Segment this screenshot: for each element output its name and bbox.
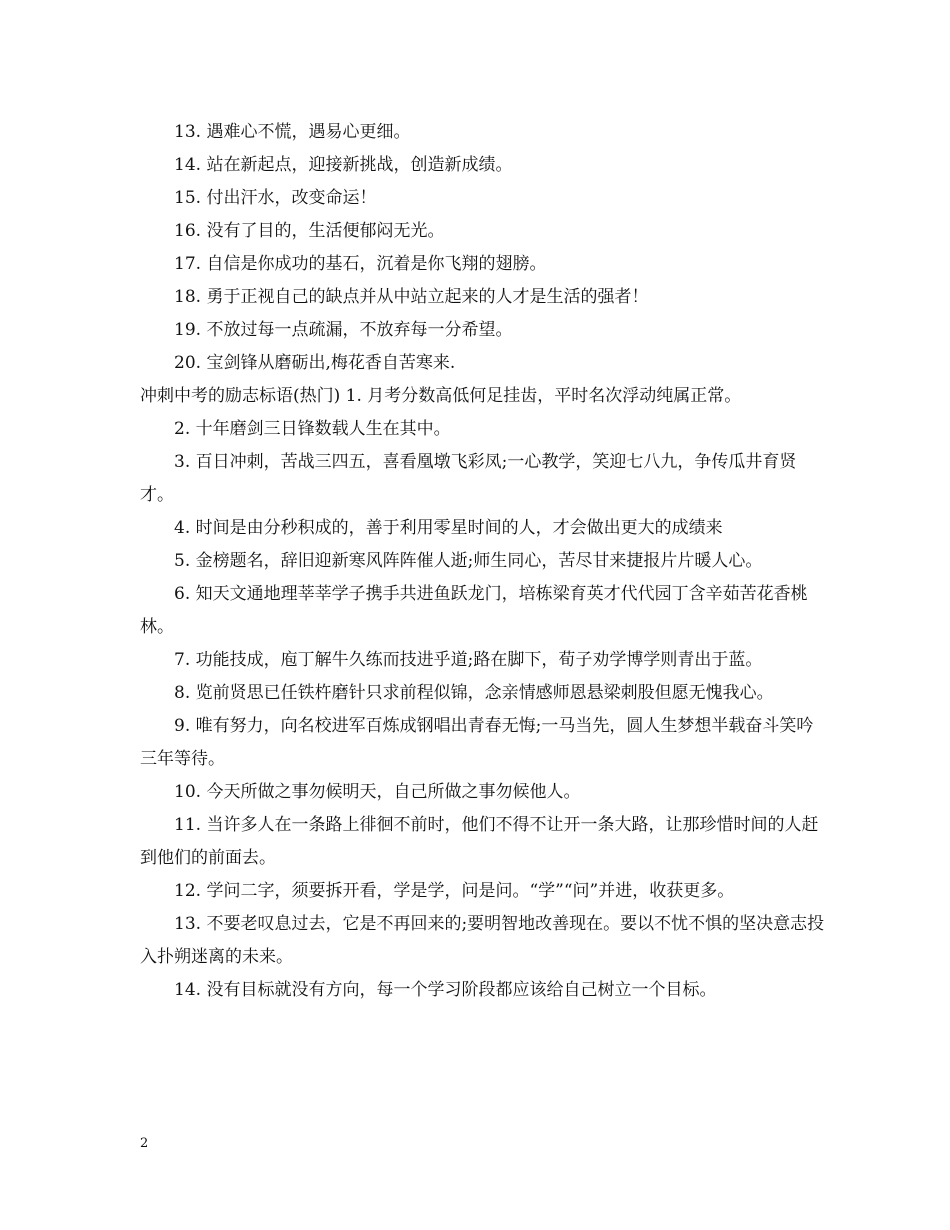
page-number: 2 [140, 1136, 149, 1151]
page-content [140, 116, 830, 1007]
section-heading-paragraph: 冲刺中考的励志标语(热门) 1. 月考分数高低何足挂齿，平时名次浮动纯属正常。 [140, 386, 742, 406]
paragraph: 17. 自信是你成功的基石，沉着是你飞翔的翅膀。 [174, 254, 547, 274]
paragraph: 3. 百日冲刺，苦战三四五，喜看凰墩飞彩凤;一心教学，笑迎七八九，争传瓜井育贤才。 [140, 452, 797, 505]
paragraph: 4. 时间是由分秒积成的，善于利用零星时间的人，才会做出更大的成绩来 [174, 518, 723, 538]
paragraph: 19. 不放过每一点疏漏，不放弃每一分希望。 [174, 320, 513, 340]
paragraph: 7. 功能技成，庖丁解牛久练而技进乎道;路在脚下，荀子劝学博学则青出于蓝。 [174, 650, 763, 670]
paragraph: 12. 学问二字，须要拆开看，学是学，问是问。“学”“问”并进，收获更多。 [174, 881, 735, 901]
paragraph: 11. 当许多人在一条路上徘徊不前时，他们不得不让开一条大路，让那珍惜时间的人赶到他们的前面去。 [140, 815, 819, 868]
paragraph: 14. 站在新起点，迎接新挑战，创造新成绩。 [174, 155, 513, 175]
paragraph: 8. 览前贤思已任铁杵磨针只求前程似锦，念亲情感师恩悬梁刺股但愿无愧我心。 [174, 683, 774, 703]
paragraph: 20. 宝剑锋从磨砺出,梅花香自苦寒来. [174, 353, 456, 373]
paragraph: 16. 没有了目的，生活便郁闷无光。 [174, 221, 445, 241]
paragraph: 10. 今天所做之事勿候明天，自己所做之事勿候他人。 [174, 782, 581, 802]
paragraph: 2. 十年磨剑三日锋数载人生在其中。 [174, 419, 451, 439]
paragraph: 15. 付出汗水，改变命运！ [174, 188, 377, 208]
paragraph: 5. 金榜题名，辞旧迎新寒风阵阵催人逝;师生同心，苦尽甘来捷报片片暖人心。 [174, 551, 763, 571]
paragraph: 13. 不要老叹息过去，它是不再回来的;要明智地改善现在。要以不忧不惧的坚决意志投入扑朔迷离的未来。 [140, 914, 825, 967]
paragraph: 9. 唯有努力，向名校进军百炼成钢唱出青春无悔;一马当先，圆人生梦想半载奋斗笑吟三年等待。 [140, 716, 814, 769]
paragraph: 13. 遇难心不慌，遇易心更细。 [174, 122, 411, 142]
paragraph: 18. 勇于正视自己的缺点并从中站立起来的人才是生活的强者！ [174, 287, 649, 307]
paragraph: 14. 没有目标就没有方向，每一个学习阶段都应该给自己树立一个目标。 [174, 980, 717, 1000]
paragraph: 6. 知天文通地理莘莘学子携手共进鱼跃龙门，培栋梁育英才代代园丁含辛茹苦花香桃林。 [140, 584, 808, 637]
